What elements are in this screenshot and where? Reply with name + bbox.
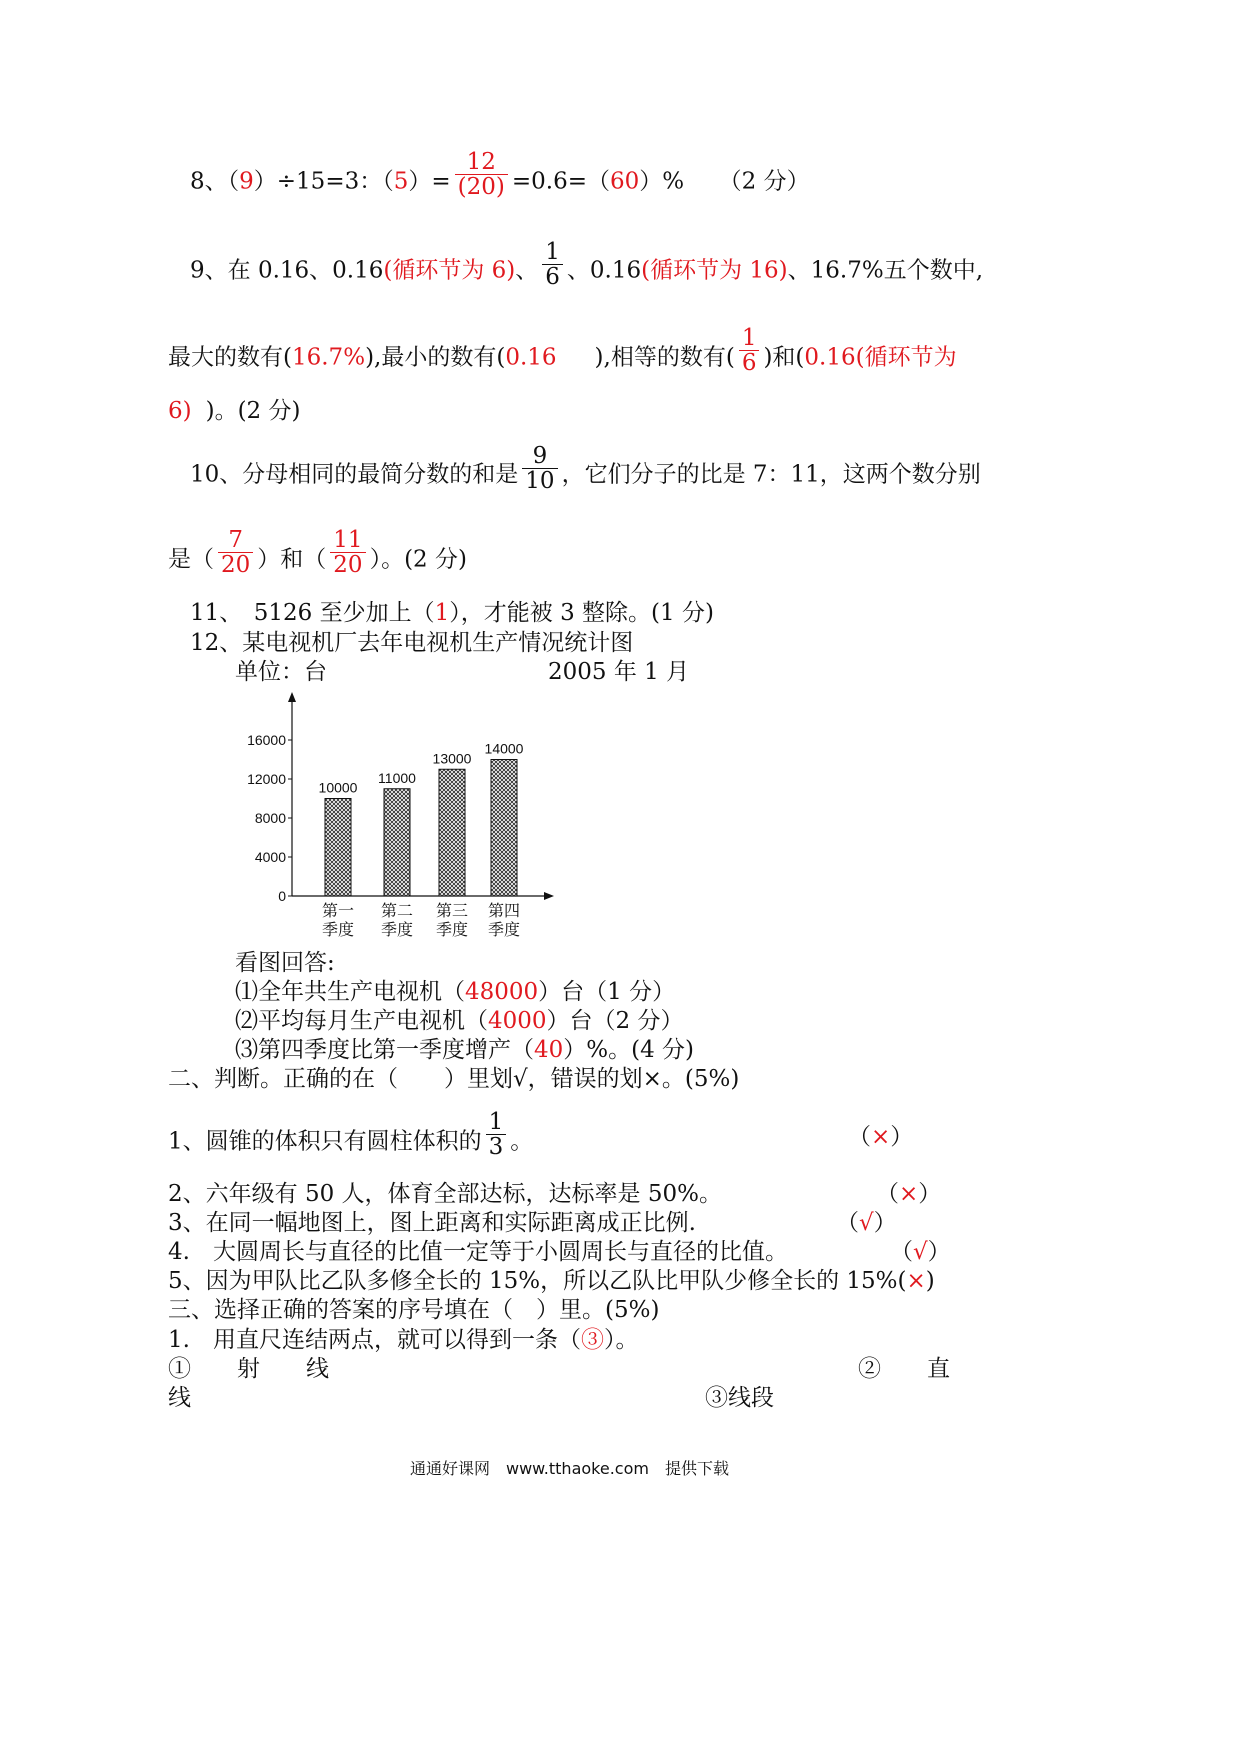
bar (439, 769, 465, 896)
q12-title: 12、某电视机厂去年电视机生产情况统计图 (190, 630, 634, 656)
part2-q4: 4. 大圆周长与直径的比值一定等于小圆周长与直径的比值。 (168, 1239, 788, 1265)
y-tick-label: 12000 (247, 771, 286, 787)
q10-answer-1: $\frac{7}{20}$ (218, 528, 253, 577)
chart-date: 2005 年 1 月 (548, 659, 690, 685)
q10-line-1: 10、分母相同的最简分数的和是 $\frac{9}{10}$ ，它们分子的比是 7：11，这两个数分别 (190, 443, 981, 495)
q10-answer-2: $\frac{11}{20}$ (330, 528, 365, 577)
part3-q1: 1. 用直尺连结两点，就可以得到一条（③）。 (168, 1327, 639, 1353)
part3-heading: 三、选择正确的答案的序号填在（ ）里。(5%) (168, 1297, 660, 1323)
category-label: 第三 (435, 903, 469, 920)
part3-option-2-cont: 线 (168, 1385, 191, 1411)
bar (384, 789, 410, 896)
q9-fraction-1: $\frac{1}{6}$ (542, 240, 563, 289)
part2-q3-answer: （√） (836, 1210, 897, 1236)
q12-sub-2: ⑵平均每月生产电视机（4000）台（2 分） (235, 1008, 684, 1034)
category-label: 季度 (435, 922, 469, 939)
q9-fraction-2: $\frac{1}{6}$ (739, 326, 760, 375)
data-label: 11000 (378, 769, 416, 786)
q8-answer-2: 5 (393, 168, 409, 195)
category-label: 季度 (487, 922, 521, 939)
data-label: 13000 (432, 750, 472, 767)
q12-sub-3: ⑶第四季度比第一季度增产（40）%。(4 分) (235, 1037, 695, 1063)
q9-line-3: 6) )。(2 分) (168, 398, 301, 424)
y-axis-arrow (288, 692, 296, 702)
data-label: 10000 (318, 779, 358, 796)
answer-heading: 看图回答: (235, 950, 335, 976)
category-label: 第四 (487, 903, 521, 920)
q10-fraction: $\frac{9}{10}$ (522, 444, 557, 493)
y-tick-label: 8000 (254, 810, 286, 826)
q8-answer-1: 9 (239, 168, 254, 195)
q8-line: 8、（9）÷15=3：（5）= $\frac{12}{(20)}$ =0.6=（60）% （2 分） (190, 149, 810, 201)
y-tick-label: 0 (278, 888, 286, 904)
bar (491, 760, 517, 897)
q9-line-1: 9、在 0.16、0.16(循环节为 6)、 $\frac{1}{6}$ 、0.16(循环节为 16)、16.7%五个数中, (190, 239, 984, 291)
part3-option-1: ① 射 线 (168, 1356, 329, 1382)
q11-line: 11、 5126 至少加上（1），才能被 3 整除。(1 分) (190, 600, 714, 626)
category-label: 第一 (321, 903, 355, 920)
chart-unit: 单位：台 (235, 659, 327, 685)
category-label: 第二 (380, 903, 414, 920)
q8-fraction: $\frac{12}{(20)}$ (455, 150, 508, 199)
part2-q1-answer: （×） (848, 1124, 914, 1150)
data-label: 14000 (484, 740, 524, 757)
part2-q2-answer: （×） (876, 1181, 942, 1207)
q10-line-2: 是（ $\frac{7}{20}$ ）和（ $\frac{11}{20}$ ）。(2 分) (168, 527, 467, 579)
y-tick-label: 16000 (247, 732, 286, 748)
part2-q2: 2、六年级有 50 人，体育全部达标，达标率是 50%。 (168, 1181, 722, 1207)
q12-sub-1: ⑴全年共生产电视机（48000）台（1 分） (235, 979, 676, 1005)
part3-option-2: ② 直 (858, 1356, 950, 1382)
part2-q4-answer: （√） (890, 1239, 951, 1265)
part2-q1: 1、圆锥的体积只有圆柱体积的 $\frac{1}{3}$ 。 (168, 1109, 534, 1161)
footer: 通通好课网 www.tthaoke.com 提供下载 (410, 1459, 729, 1478)
part2-heading: 二、判断。正确的在（ ）里划√，错误的划×。(5%) (168, 1066, 740, 1092)
q8-answer-3: 60 (610, 168, 640, 195)
part2-q1-fraction: $\frac{1}{3}$ (486, 1110, 507, 1159)
x-axis-arrow (544, 892, 554, 900)
q9-line-2: 最大的数有(16.7%),最小的数有(0.16 ),相等的数有( $\frac{1}{6}$ )和(0.16(循环节为 (168, 325, 957, 377)
bar-chart (230, 688, 570, 948)
bar (325, 799, 351, 897)
part3-option-3: ③线段 (705, 1385, 774, 1411)
part2-q5: 5、因为甲队比乙队多修全长的 15%，所以乙队比甲队少修全长的 15%(×) (168, 1268, 935, 1294)
category-label: 季度 (321, 922, 355, 939)
category-label: 季度 (380, 922, 414, 939)
part2-q3: 3、在同一幅地图上，图上距离和实际距离成正比例. (168, 1210, 696, 1236)
y-tick-label: 4000 (254, 849, 286, 865)
